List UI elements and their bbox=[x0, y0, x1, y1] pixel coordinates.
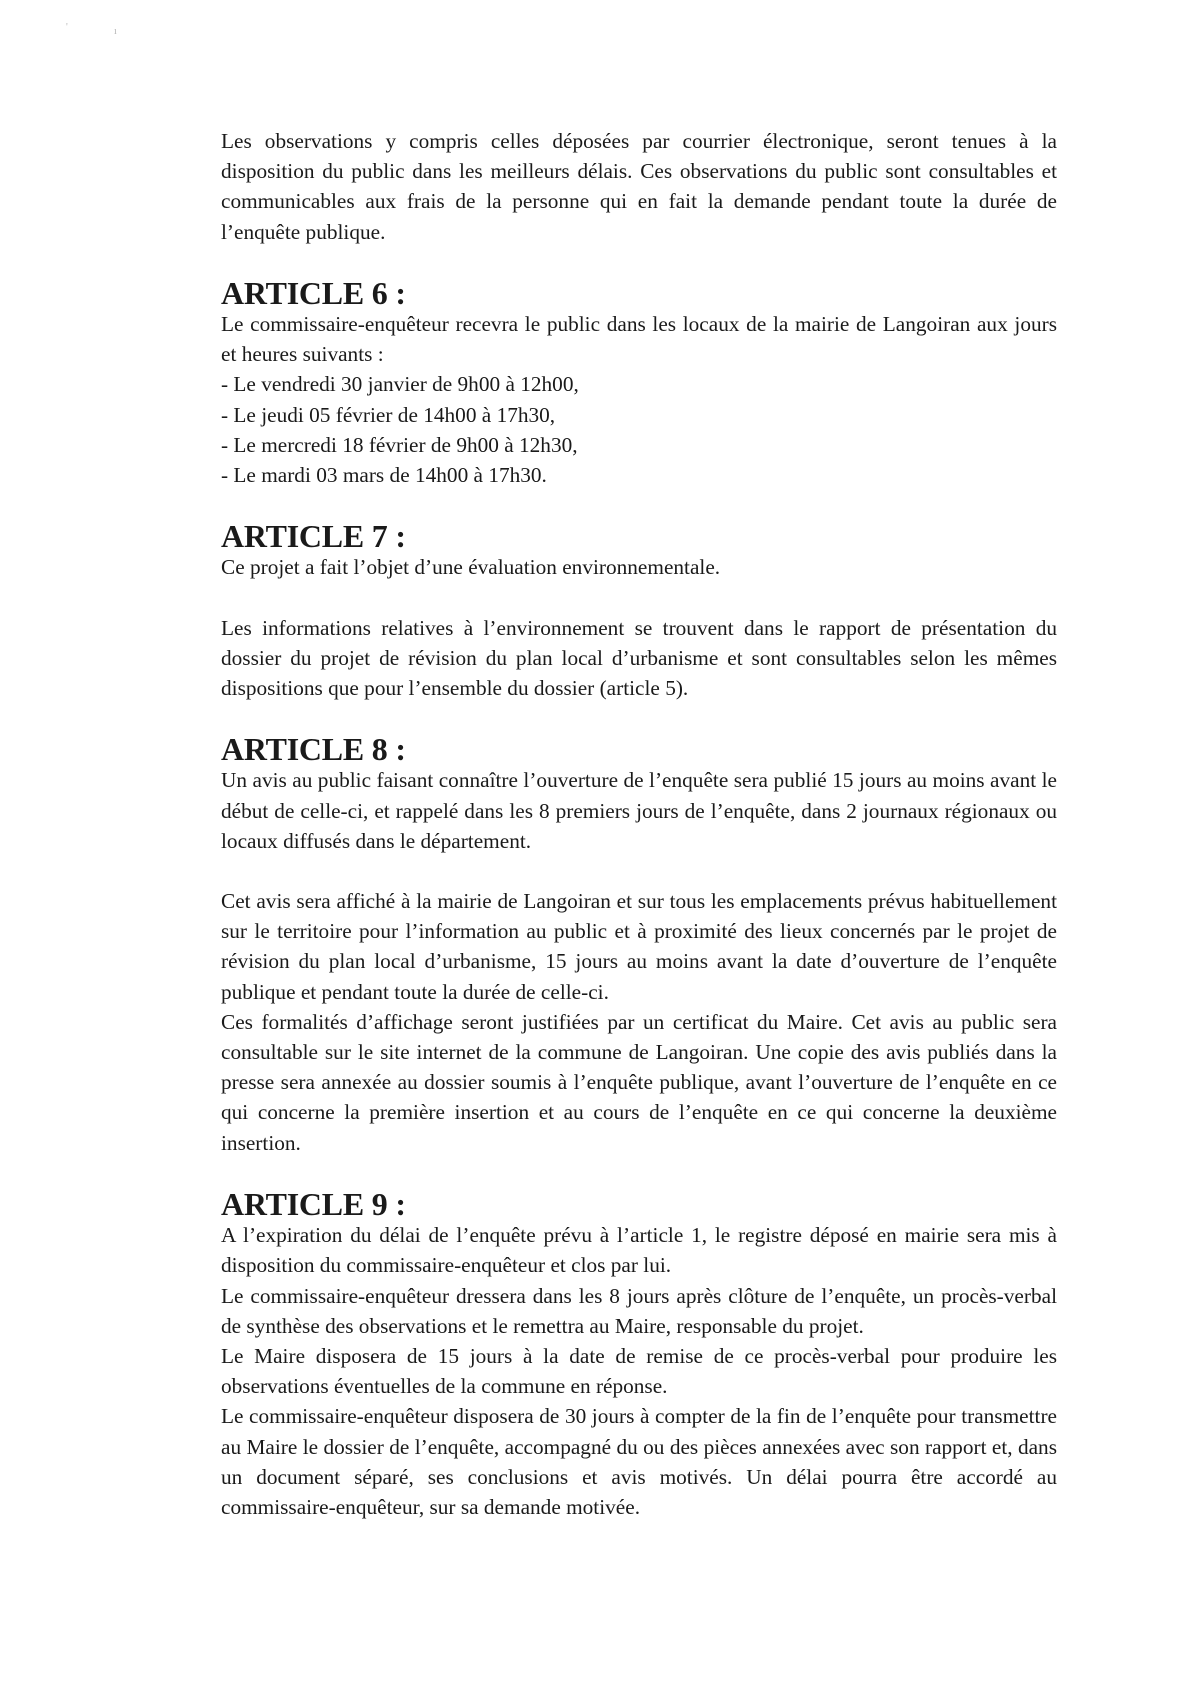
article-7-paragraph-2: Les informations relatives à l’environnement se trouvent dans le rapport de présentation du dossier du projet de révision du plan local d’urbanisme et sont consultables selon les mêmes dispositions que pour l’ensemble du dossier (article 5). bbox=[221, 615, 1057, 701]
article-heading: ARTICLE 8 : bbox=[221, 732, 406, 768]
article-heading: ARTICLE 9 : bbox=[221, 1186, 406, 1222]
article-9-paragraph-1: A l’expiration du délai de l’enquête prévu à l’article 1, le registre déposé en mairie sera mis à disposition du commissaire-enquêteur et clos par lui. bbox=[221, 1223, 1057, 1278]
spacer bbox=[221, 703, 1057, 733]
article-7-paragraph-1: Ce projet a fait l’objet d’une évaluation environnementale. bbox=[221, 555, 721, 580]
article-9 bbox=[221, 1186, 1057, 1522]
article-8-paragraph-1: Un avis au public faisant connaître l’ouverture de l’enquête sera publié 15 jours au moins avant le début de celle-ci, et rappelé dans les 8 premiers jours de l’enquête, dans 2 journaux régionaux ou locaux diffusés dans le département. bbox=[221, 768, 1057, 853]
intro-paragraph: Les observations y compris celles déposées par courrier électronique, seront tenues à la disposition du public dans les meilleurs délais. Ces observations du public sont consultables et communicables aux frais de la personne qui en fait la demande pendant toute la durée de l’enquête publique. bbox=[221, 129, 1057, 244]
spacer bbox=[221, 856, 1057, 886]
scan-mark: ı bbox=[114, 26, 117, 37]
article-8 bbox=[221, 732, 1057, 1158]
scan-mark: ' bbox=[66, 22, 68, 33]
spacer bbox=[221, 490, 1057, 520]
article-8-paragraph-3: Ces formalités d’affichage seront justifiées par un certificat du Maire. Cet avis au public sera consultable sur le site internet de la commune de Langoiran. Une copie des avis publiés dans la presse sera annexée au dossier soumis à l’enquête publique, avant l’ouverture de l’enquête en ce qui concerne la première insertion et au cours de l’enquête en ce qui concerne la deuxième insertion. bbox=[221, 1009, 1057, 1155]
spacer bbox=[221, 583, 1057, 613]
permanence-schedule-list bbox=[221, 369, 1057, 490]
schedule-item: - Le mardi 03 mars de 14h00 à 17h30. bbox=[221, 463, 547, 488]
spacer bbox=[221, 1158, 1057, 1188]
scan-artifacts bbox=[64, 20, 124, 40]
article-9-paragraph-2: Le commissaire-enquêteur dressera dans les 8 jours après clôture de l’enquête, un procès-verbal de synthèse des observations et le remettra au Maire, responsable du projet. bbox=[221, 1283, 1057, 1338]
schedule-item: - Le jeudi 05 février de 14h00 à 17h30, bbox=[221, 402, 556, 427]
schedule-item: - Le vendredi 30 janvier de 9h00 à 12h00, bbox=[221, 372, 579, 397]
document-page bbox=[221, 126, 1057, 1522]
article-8-paragraph-2: Cet avis sera affiché à la mairie de Langoiran et sur tous les emplacements prévus habituellement sur le territoire pour l’information au public et à proximité des lieux concernés par le projet de révision du plan local d’urbanisme, 15 jours au moins avant la date d’ouverture de l’enquête publique et pendant toute la durée de celle-ci. bbox=[221, 889, 1057, 1004]
article-6-intro: Le commissaire-enquêteur recevra le public dans les locaux de la mairie de Langoiran aux jours et heures suivants : bbox=[221, 312, 1057, 367]
article-heading: ARTICLE 6 : bbox=[221, 275, 406, 311]
article-9-paragraph-4: Le commissaire-enquêteur disposera de 30 jours à compter de la fin de l’enquête pour transmettre au Maire le dossier de l’enquête, accompagné du ou des pièces annexées avec son rapport et, dans un document séparé, ses conclusions et avis motivés. Un délai pourra être accordé au commissaire-enquêteur, sur sa demande motivée. bbox=[221, 1404, 1057, 1519]
spacer bbox=[221, 247, 1057, 277]
article-7 bbox=[221, 519, 1057, 703]
article-6 bbox=[221, 275, 1057, 490]
schedule-item: - Le mercredi 18 février de 9h00 à 12h30, bbox=[221, 432, 578, 457]
article-heading: ARTICLE 7 : bbox=[221, 519, 406, 555]
article-9-paragraph-3: Le Maire disposera de 15 jours à la date de remise de ce procès-verbal pour produire les observations éventuelles de la commune en réponse. bbox=[221, 1343, 1057, 1399]
